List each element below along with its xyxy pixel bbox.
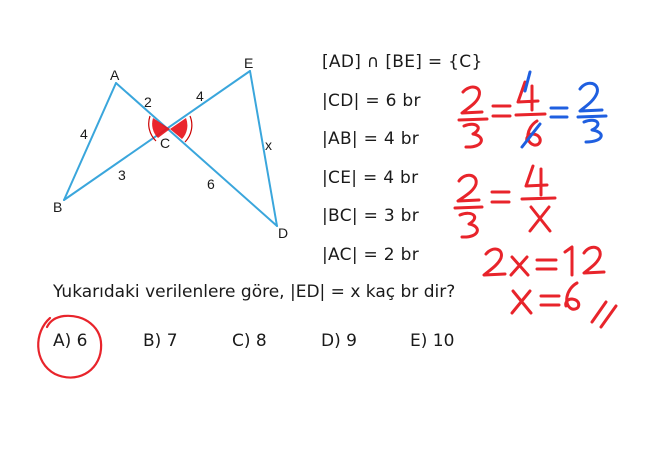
given-cd: |CD| = 6 br [322,91,421,111]
point-label-e: E [244,55,254,71]
question-text: Yukarıdaki verilenlere göre, |ED| = x kaç br dir? [53,282,456,302]
length-label-ac: 2 [144,94,152,110]
point-label-c: C [160,135,171,151]
point-label-b: B [53,199,63,215]
given-intersection: [AD] ∩ [BE] = {C} [322,52,483,72]
option-d[interactable]: D) 9 [321,331,357,351]
option-a[interactable]: A) 6 [53,331,88,351]
angle-marks [149,116,192,142]
length-label-cd: 6 [207,176,215,192]
given-ce: |CE| = 4 br [322,168,419,188]
segment-ed [250,71,277,226]
given-ac: |AC| = 2 br [322,245,420,265]
option-e[interactable]: E) 10 [410,331,455,351]
segment-ad [116,83,277,226]
option-b[interactable]: B) 7 [143,331,178,351]
length-label-ab: 4 [80,126,88,142]
point-label-a: A [110,67,120,83]
length-label-ce: 4 [196,88,204,104]
length-label-bc: 3 [118,167,126,183]
option-c[interactable]: C) 8 [232,331,267,351]
given-ab: |AB| = 4 br [322,129,420,149]
given-bc: |BC| = 3 br [322,206,420,226]
point-label-d: D [278,225,289,241]
length-label-ed: x [265,137,272,153]
